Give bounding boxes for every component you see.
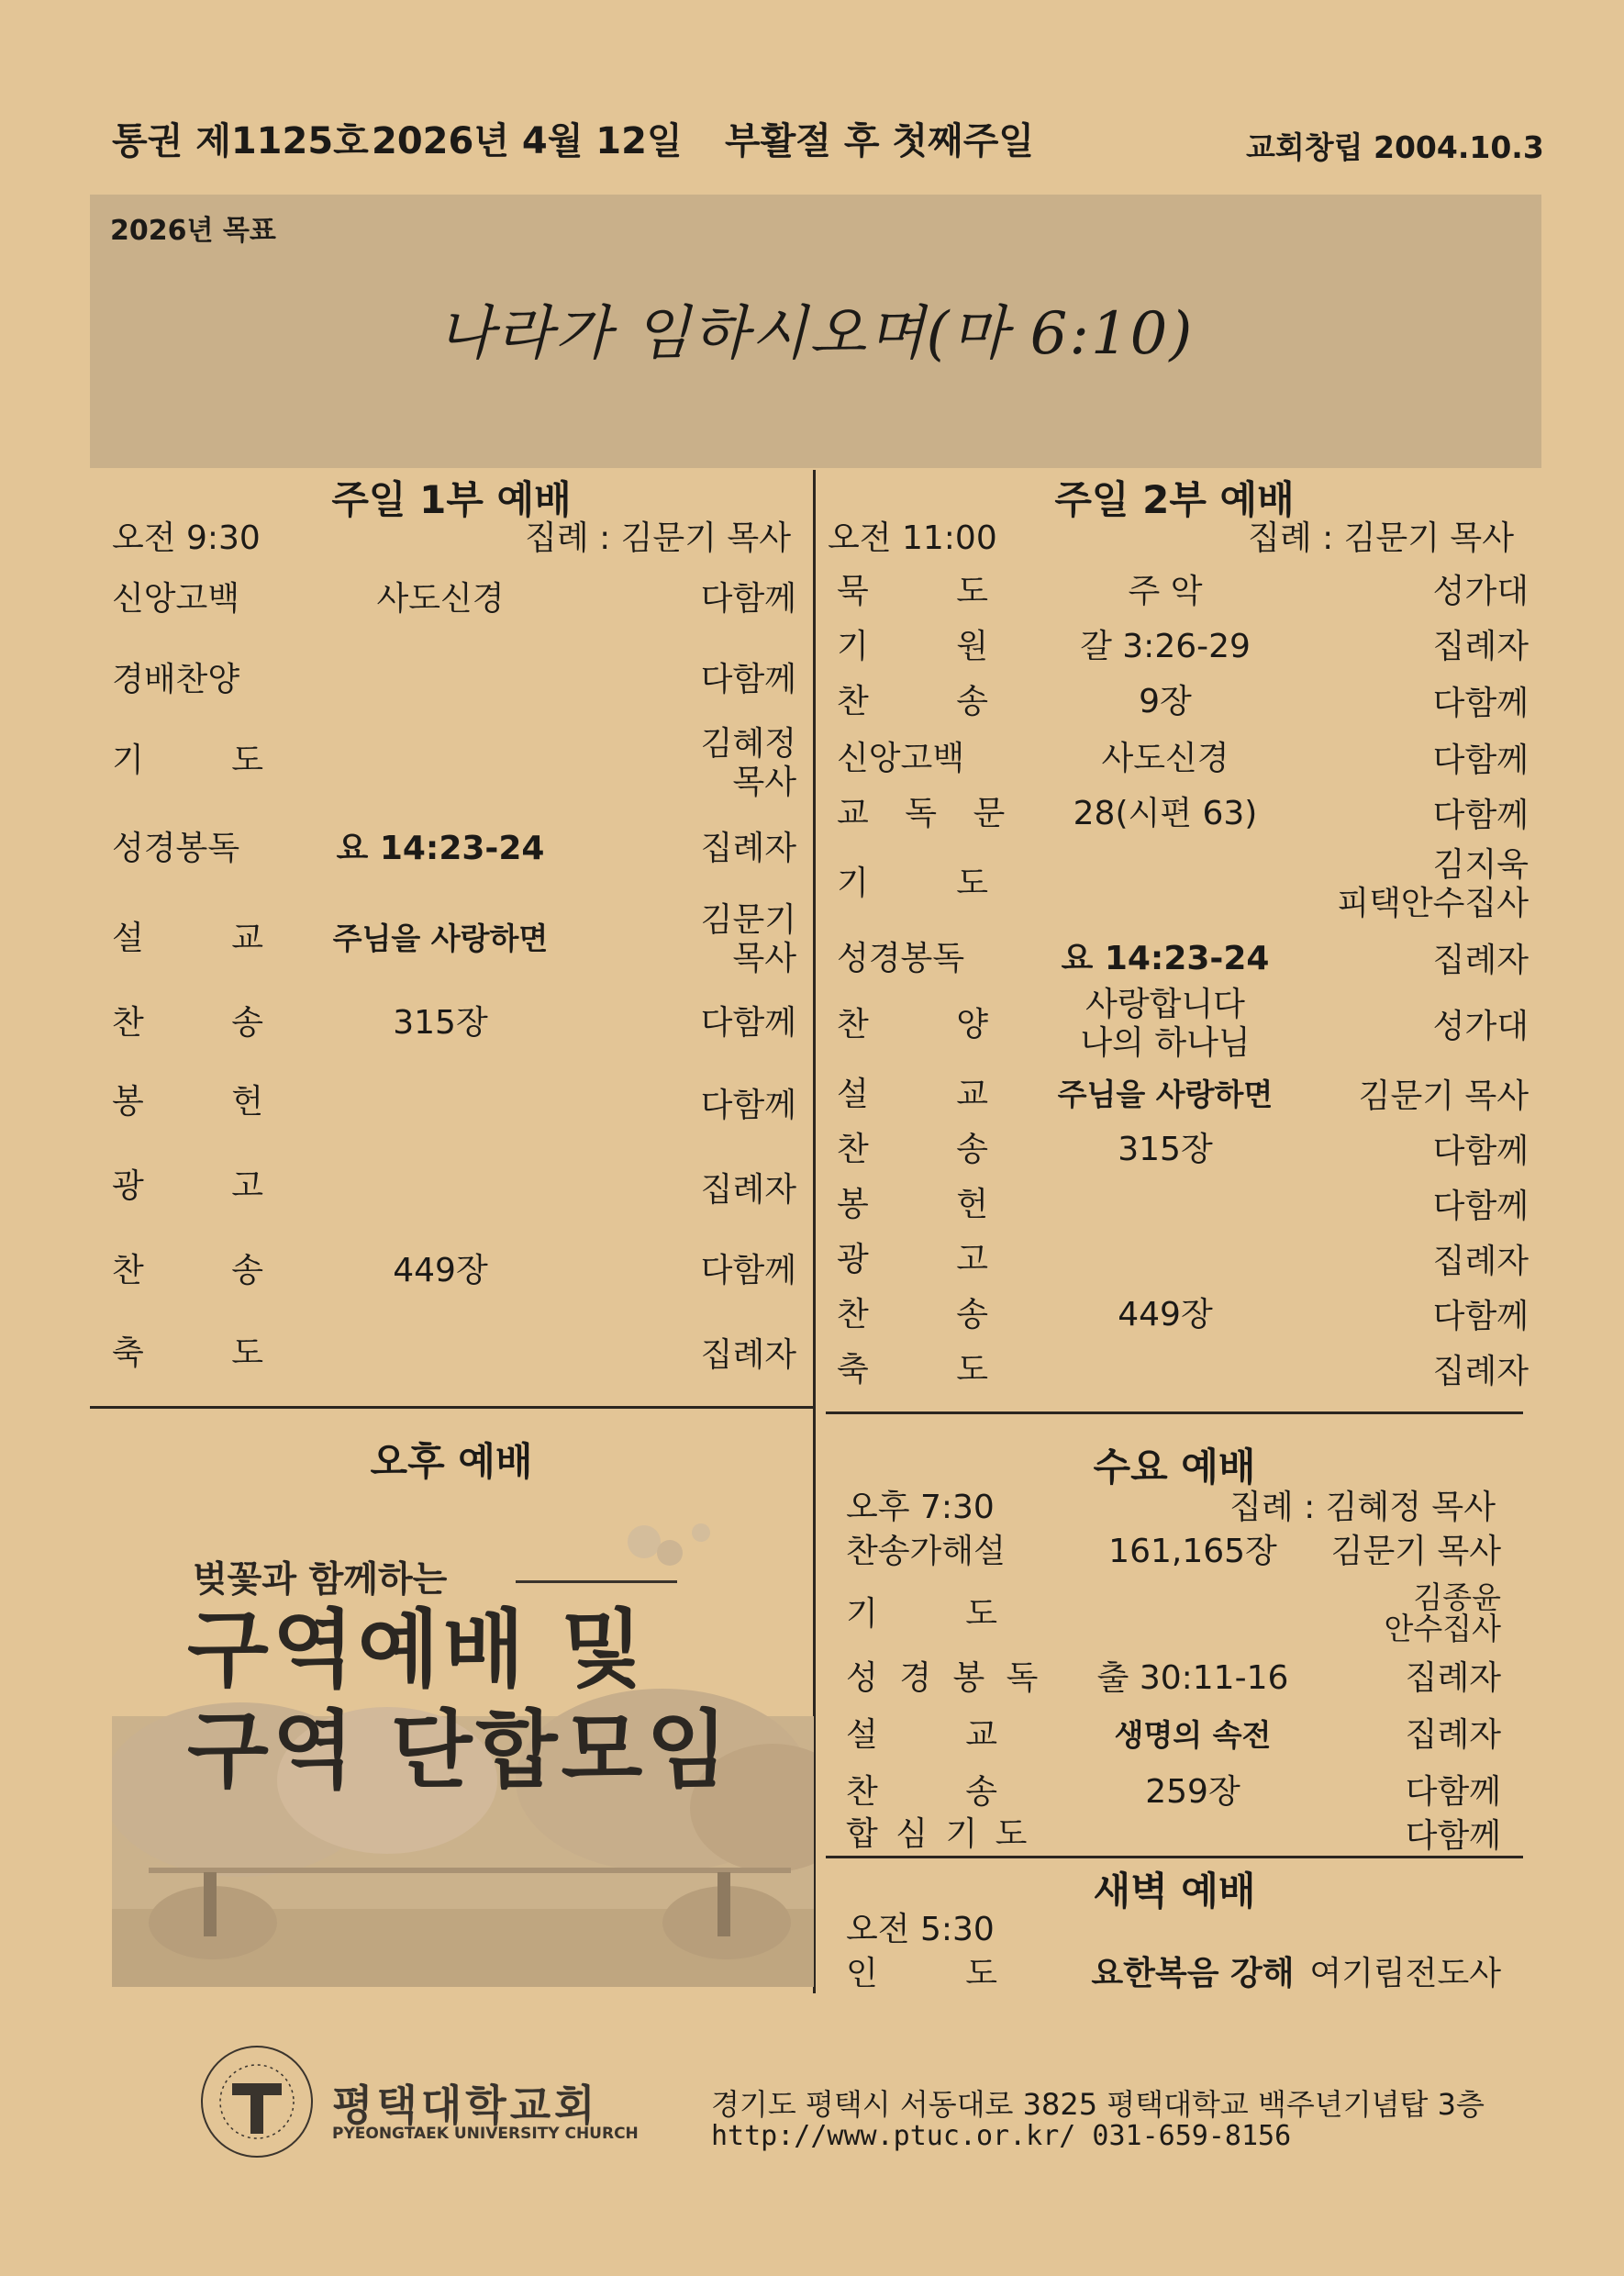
service1-who: 집례자 [700,1336,796,1374]
service2-content: 주 악 [1128,573,1203,610]
service2-who: 다함께 [1432,742,1529,779]
service1-time: 오전 9:30 [112,519,261,557]
wednesday-item: 찬 송 [846,1773,1036,1811]
church-name-en: PYEONGTAEK UNIVERSITY CHURCH [332,2125,639,2143]
service2-who: 다함께 [1432,685,1529,722]
afternoon-title: 오후 예배 [370,1439,533,1484]
service1-leader: 집례 : 김문기 목사 [525,519,791,557]
dawn-time: 오전 5:30 [846,1911,995,1948]
right-section-divider [826,1411,1523,1414]
service1-who-title: 목사 [732,764,796,801]
service1-who: 김문기 [700,901,796,939]
dawn-title: 새벽 예배 [1093,1869,1256,1913]
service2-item: 설 교 [837,1076,1027,1113]
service2-who: 다함께 [1432,1188,1529,1225]
service2-content: 사랑합니다 [1085,986,1245,1023]
founding-date: 교회창립 2004.10.3 [1246,129,1544,165]
service1-item: 축 도 [112,1334,302,1372]
afternoon-poster [112,1505,814,1987]
service1-who: 집례자 [700,1171,796,1209]
poster-underline [516,1580,677,1583]
service2-content: 315장 [1118,1131,1213,1168]
service1-who: 다함께 [700,1087,796,1124]
service1-who: 김혜정 [700,725,796,763]
service1-item: 광 고 [112,1167,302,1205]
wednesday-content: 출 30:11-16 [1096,1659,1289,1697]
poster-lead-text: 벚꽃과 함께하는 [193,1559,448,1601]
wednesday-content: 259장 [1145,1773,1240,1811]
service1-who: 다함께 [700,580,796,618]
service1-content: 사도신경 [376,580,505,618]
service1-who-title: 목사 [732,940,796,977]
service1-item: 찬 송 [112,1252,302,1289]
service2-item: 축 도 [837,1351,1027,1389]
service1-content: 315장 [393,1004,488,1042]
service2-item: 찬 송 [837,1296,1027,1333]
issue-number: 통권 제1125호 [112,120,369,162]
service1-content: 요 14:23-24 [336,830,545,867]
service2-who-title: 피택안수집사 [1337,885,1529,922]
church-contact: http://www.ptuc.or.kr/ 031-659-8156 [711,2120,1292,2152]
service2-content: 28(시편 63) [1073,795,1258,832]
service2-who: 다함께 [1432,1132,1529,1170]
service2-leader: 집례 : 김문기 목사 [1248,519,1514,557]
service1-content: 449장 [393,1252,488,1289]
wednesday-title: 수요 예배 [1093,1445,1256,1489]
service2-content: 9장 [1139,683,1192,720]
service2-who: 집례자 [1432,1243,1529,1280]
service2-item: 광 고 [837,1241,1027,1278]
service2-item: 찬 송 [837,683,1027,720]
service1-who: 다함께 [700,661,796,698]
poster-title-line2: 구역 단합모임 [187,1701,732,1800]
wednesday-item: 성 경 봉 독 [846,1659,1044,1697]
wednesday-item: 찬송가해설 [846,1533,1006,1570]
dawn-item: 인 도 [846,1955,1036,1992]
service1-item: 기 도 [112,742,302,779]
service1-item: 성경봉독 [112,830,240,867]
service2-content: 사도신경 [1101,740,1229,777]
service2-content: 주님을 사랑하면 [1057,1077,1274,1112]
service2-item: 찬 송 [837,1131,1027,1168]
wednesday-who-title: 안수집사 [1384,1611,1501,1646]
wednesday-time: 오후 7:30 [846,1489,995,1526]
issue-date: 2026년 4월 12일 [372,120,683,162]
wednesday-who: 집례자 [1405,1716,1501,1754]
wednesday-item: 기 도 [846,1595,1036,1633]
service2-who: 집례자 [1432,628,1529,665]
service2-time: 오전 11:00 [828,519,997,557]
dawn-content: 요한복음 강해 [1091,1955,1295,1992]
left-section-divider [90,1406,813,1409]
service2-who: 다함께 [1432,1298,1529,1335]
service1-item: 경배찬양 [112,661,240,698]
service2-content: 갈 3:26-29 [1080,628,1251,665]
service2-content-line2: 나의 하나님 [1080,1024,1251,1062]
service2-content: 449장 [1118,1296,1213,1333]
wednesday-item: 설 교 [846,1716,1036,1754]
service2-who: 김문기 목사 [1358,1077,1529,1115]
service1-who: 다함께 [700,1004,796,1042]
service1-item: 신앙고백 [112,580,240,618]
service2-item: 기 도 [837,865,1027,902]
wednesday-who: 집례자 [1405,1659,1501,1697]
wednesday-who: 김문기 목사 [1330,1533,1501,1570]
service2-who: 김지욱 [1432,846,1529,884]
year-goal-label: 2026년 목표 [110,215,276,247]
wednesday-who: 김종윤 [1413,1579,1501,1615]
wednesday-bottom-divider [826,1856,1523,1858]
service1-content: 주님을 사랑하면 [332,920,549,956]
service2-item: 신앙고백 [837,740,965,777]
wednesday-item: 합 심 기 도 [846,1815,1031,1853]
wednesday-who: 다함께 [1405,1817,1501,1855]
service2-item: 기 원 [837,628,1027,665]
service2-item: 찬 양 [837,1006,1027,1043]
service2-content: 요 14:23-24 [1061,940,1270,977]
service2-who: 성가대 [1432,1008,1529,1045]
service2-who: 집례자 [1432,942,1529,979]
service1-item: 봉 헌 [112,1083,302,1121]
wednesday-content: 161,165장 [1108,1533,1277,1570]
service2-title: 주일 2부 예배 [1054,477,1295,522]
year-goal-text: 나라가 임하시오며(마 6:10) [437,300,1195,368]
service2-item: 묵 도 [837,573,1027,610]
service1-who: 집례자 [700,830,796,867]
church-logo-icon [197,2042,317,2161]
service2-item: 성경봉독 [837,940,965,977]
church-address: 경기도 평택시 서동대로 3825 평택대학교 백주년기념탑 3층 [711,2087,1485,2122]
service2-item: 교 독 문 [837,795,1018,832]
service2-who: 성가대 [1432,573,1529,610]
church-name: 평택대학교회 [332,2081,599,2130]
service2-who: 다함께 [1432,797,1529,834]
service2-item: 봉 헌 [837,1186,1027,1223]
service1-item: 설 교 [112,920,302,957]
dawn-who: 여기림전도사 [1309,1955,1501,1992]
service1-who: 다함께 [700,1252,796,1289]
wednesday-who: 다함께 [1405,1773,1501,1811]
wednesday-content: 생명의 속전 [1114,1717,1272,1753]
poster-title-line1: 구역예배 및 [187,1601,647,1699]
year-goal-banner [90,195,1541,468]
service2-who: 집례자 [1432,1353,1529,1390]
wednesday-leader: 집례 : 김혜정 목사 [1229,1489,1496,1526]
liturgical-week: 부활절 후 첫째주일 [725,120,1034,162]
service1-item: 찬 송 [112,1004,302,1042]
service1-title: 주일 1부 예배 [331,477,572,522]
